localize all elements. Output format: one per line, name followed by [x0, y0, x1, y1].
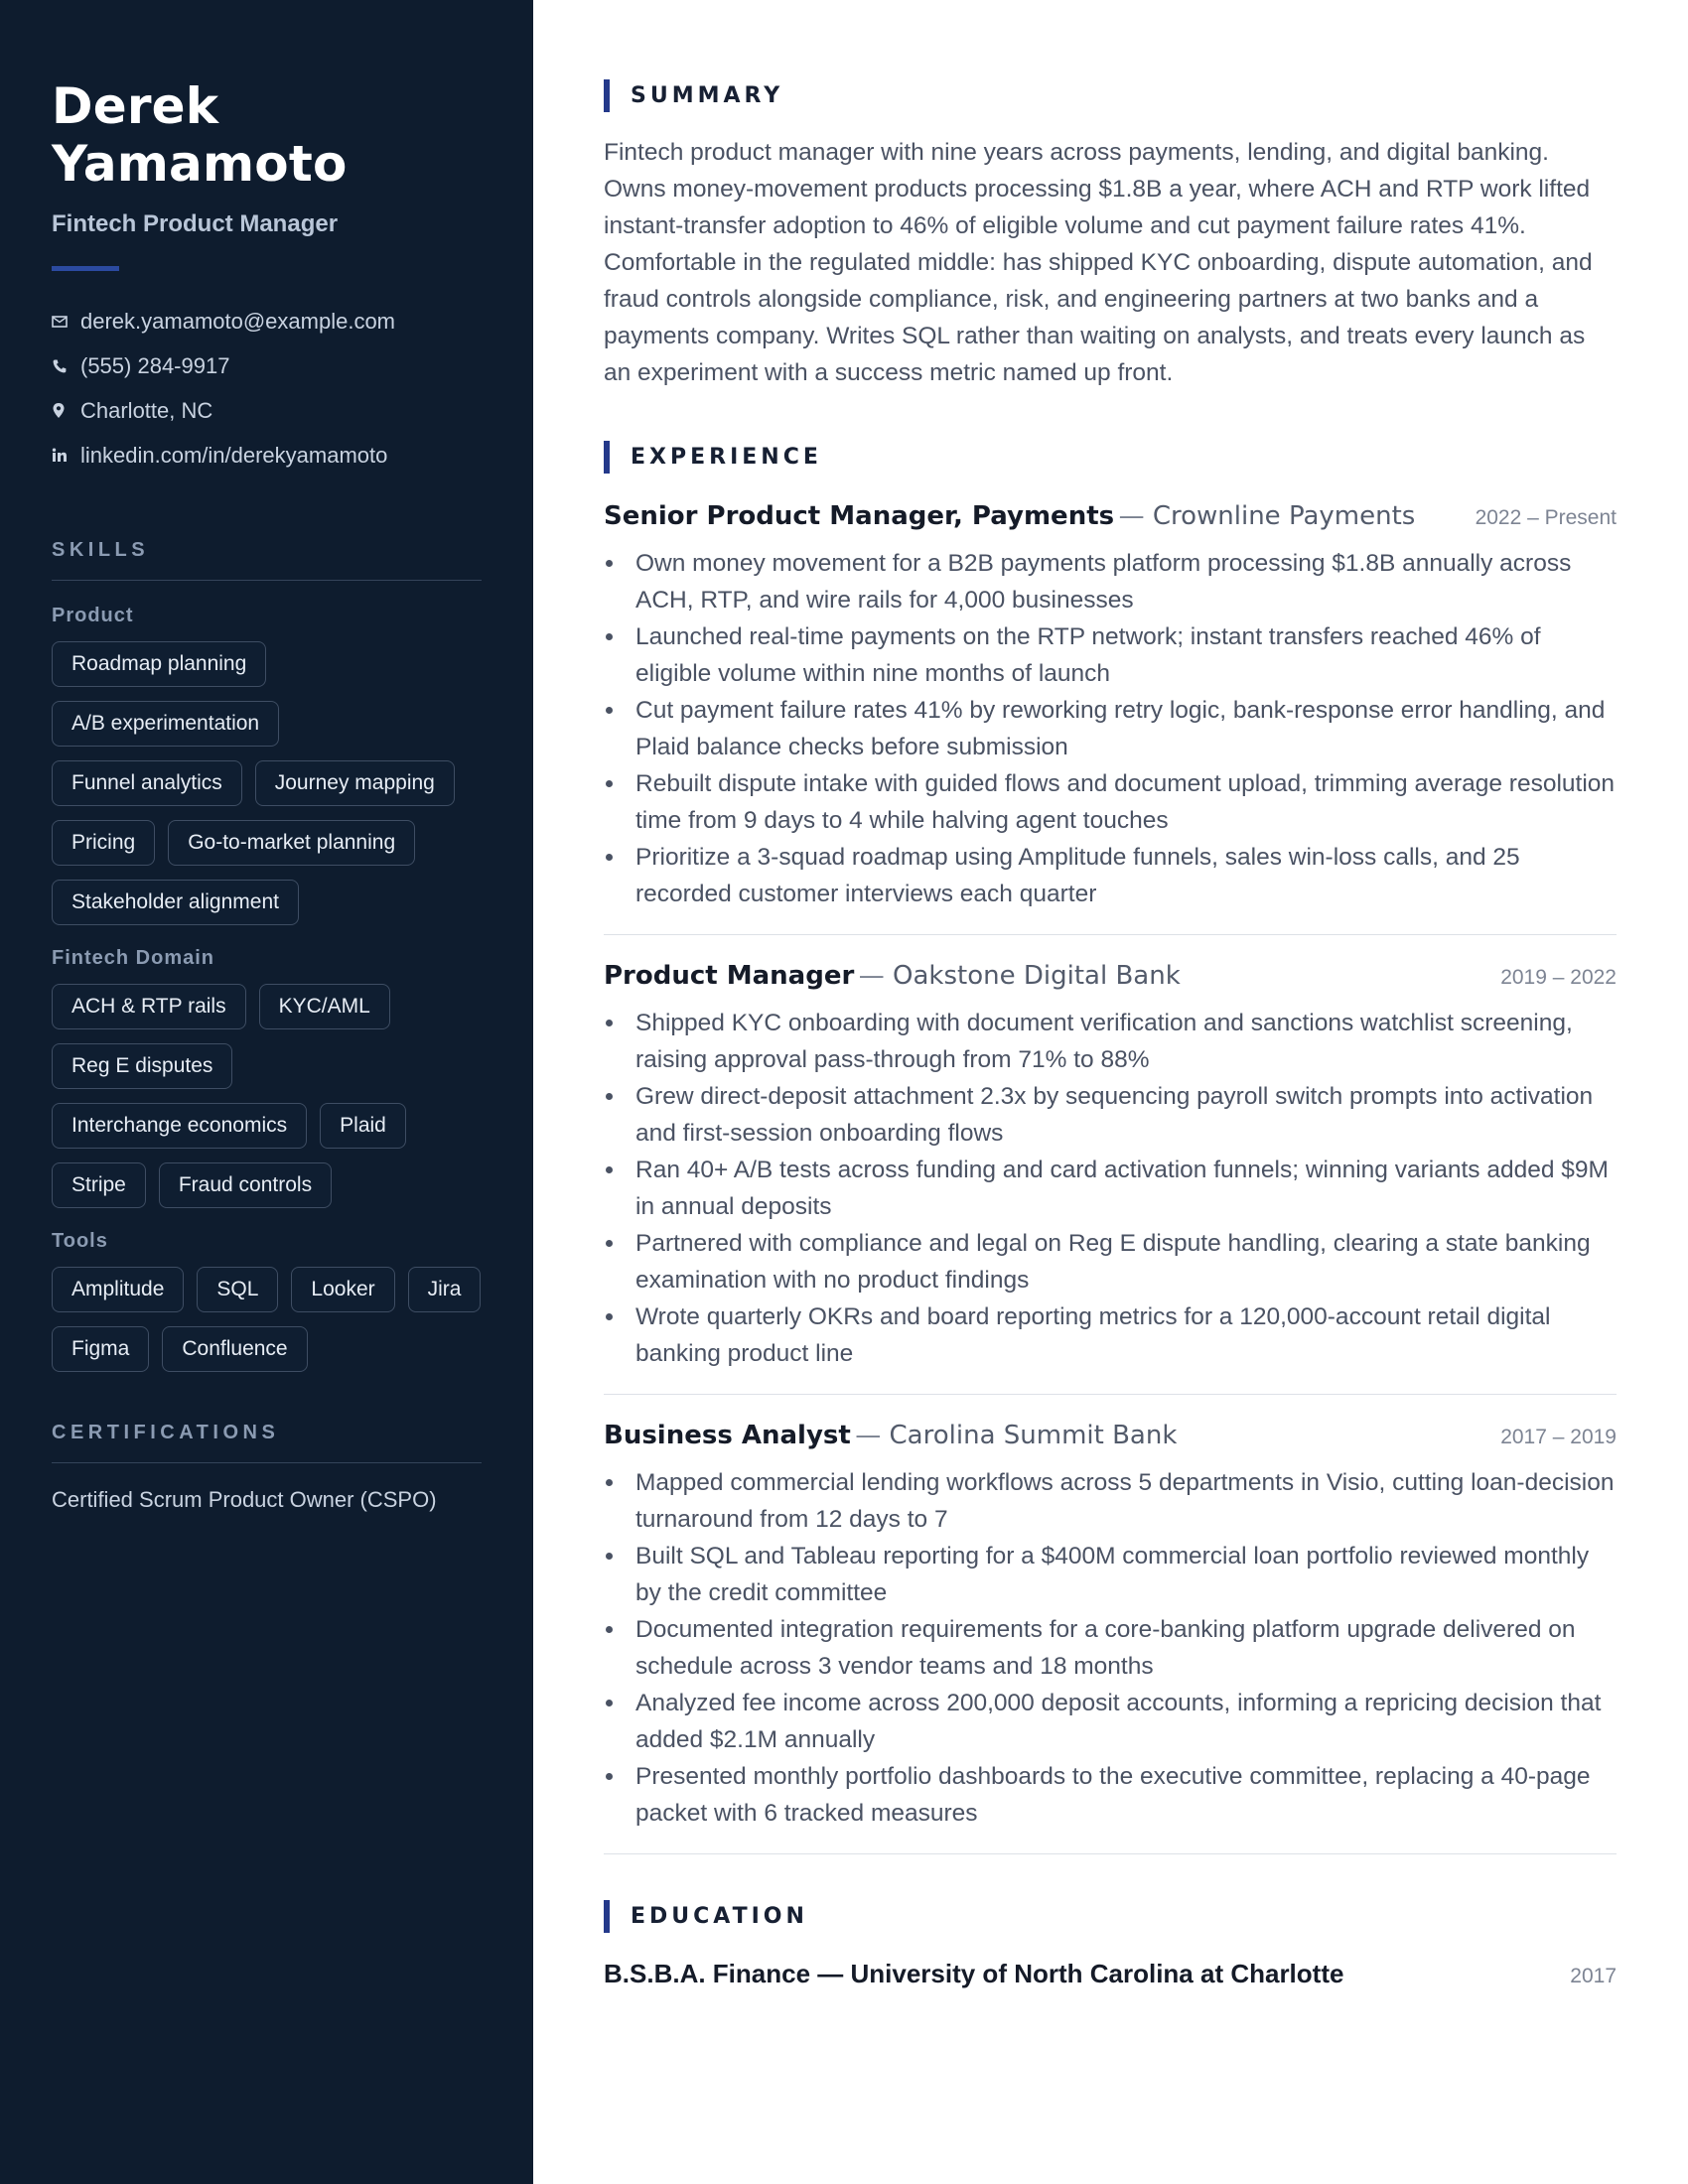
experience-heading: EXPERIENCE: [631, 445, 822, 470]
job-dates: 2017 – 2019: [1500, 1426, 1617, 1448]
email-text: derek.yamamoto@example.com: [80, 308, 396, 334]
job-dates: 2022 – Present: [1475, 506, 1617, 529]
education-year: 2017: [1570, 1965, 1617, 1987]
skills-tags-fintech: [52, 984, 482, 1208]
job-bullet: Shipped KYC onboarding with document verification and sanctions watchlist screening, raising approval pass-through from 71% to 88%: [604, 1005, 1617, 1078]
skill-tag: Stripe: [52, 1162, 146, 1208]
candidate-name: [52, 77, 482, 193]
mail-icon: [52, 316, 80, 328]
job-entry: [604, 1421, 1617, 1854]
skill-tag: Go-to-market planning: [168, 820, 415, 866]
main-content: [604, 79, 1617, 1989]
job-bullet: Rebuilt dispute intake with guided flows and document upload, trimming average resolution time from 9 days to 4 while halving agent touches: [604, 765, 1617, 839]
experience-heading-bar: [604, 441, 1617, 474]
skills-group-label-tools: Tools: [52, 1230, 108, 1252]
skill-tag: Looker: [291, 1267, 394, 1312]
contact-email[interactable]: [52, 299, 482, 343]
job-bullet: Own money movement for a B2B payments platform processing $1.8B annually across ACH, RTP, and wire rails for 4,000 businesses: [604, 545, 1617, 618]
job-bullet: Launched real-time payments on the RTP network; instant transfers reached 46% of eligible volume within nine months of launch: [604, 618, 1617, 692]
skill-tag: Pricing: [52, 820, 155, 866]
skill-tag: Plaid: [320, 1103, 406, 1149]
job-title: Business Analyst: [604, 1421, 851, 1450]
skill-tag: Journey mapping: [255, 760, 455, 806]
skill-tag: A/B experimentation: [52, 701, 279, 747]
job-bullet: Built SQL and Tableau reporting for a $400M commercial loan portfolio reviewed monthly by the credit committee: [604, 1538, 1617, 1611]
job-entry: [604, 501, 1617, 935]
skill-tag: KYC/AML: [259, 984, 390, 1029]
job-bullet: Mapped commercial lending workflows across 5 departments in Visio, cutting loan-decision turnaround from 12 days to 7: [604, 1464, 1617, 1538]
contact-location: [52, 388, 482, 433]
job-bullets: [604, 1005, 1617, 1372]
job-bullet: Analyzed fee income across 200,000 deposit accounts, informing a repricing decision that added $2.1M annually: [604, 1685, 1617, 1758]
skill-tag: Stakeholder alignment: [52, 880, 299, 925]
job-title: Product Manager: [604, 961, 855, 991]
role-title: Fintech Product Manager: [52, 210, 339, 237]
job-bullet: Presented monthly portfolio dashboards to the executive committee, replacing a 40-page packet with 6 tracked measures: [604, 1758, 1617, 1832]
summary-heading-bar: [604, 79, 1617, 112]
education-heading-bar: [604, 1900, 1617, 1933]
job-bullet: Grew direct-deposit attachment 2.3x by sequencing payroll switch prompts into activation and first-session onboarding flows: [604, 1078, 1617, 1152]
job-bullet: Prioritize a 3-squad roadmap using Amplitude funnels, sales win-loss calls, and 25 recorded customer interviews each quarter: [604, 839, 1617, 912]
job-separator: —: [855, 1421, 890, 1450]
skill-tag: Figma: [52, 1326, 149, 1372]
contact-list: [52, 299, 482, 478]
skill-tag: Confluence: [162, 1326, 307, 1372]
accent-divider: [52, 266, 119, 271]
job-title: Senior Product Manager, Payments: [604, 501, 1115, 531]
skill-tag: ACH & RTP rails: [52, 984, 246, 1029]
location-pin-icon: [52, 402, 80, 419]
contact-linkedin[interactable]: [52, 433, 482, 478]
job-dates: 2019 – 2022: [1500, 966, 1617, 989]
summary-text: Fintech product manager with nine years across payments, lending, and digital banking. Owns money-movement products processing $1.8B a year, where ACH and RTP work lifted instant-transfer adoption to 46% of eligible volume and cut payment failure rates 41%. Comfortable in the regulated middle: has shipped KYC onboarding, dispute automation, and fraud controls alongside compliance, risk, and engineering partners at two banks and a payments company. Writes SQL rather than waiting on analysts, and treats every launch as an experiment with a success metric named up front.: [604, 139, 1593, 386]
education-degree: B.S.B.A. Finance — University of North Carolina at Charlotte: [604, 1959, 1344, 1988]
job-bullet: Wrote quarterly OKRs and board reporting metrics for a 120,000-account retail digital banking product line: [604, 1298, 1617, 1372]
linkedin-icon: [52, 448, 80, 463]
certification-item: Certified Scrum Product Owner (CSPO): [52, 1487, 437, 1512]
skill-tag: Interchange economics: [52, 1103, 307, 1149]
skill-tag: Jira: [408, 1267, 482, 1312]
skill-tag: SQL: [197, 1267, 278, 1312]
job-bullet: Partnered with compliance and legal on Reg E dispute handling, clearing a state banking examination with no product findings: [604, 1225, 1617, 1298]
summary-heading: SUMMARY: [631, 83, 784, 108]
skill-tag: Funnel analytics: [52, 760, 242, 806]
phone-icon: [52, 358, 80, 374]
skill-tag: Reg E disputes: [52, 1043, 232, 1089]
education-entry: [604, 1959, 1617, 1989]
job-separator: —: [858, 961, 894, 991]
job-company: Crownline Payments: [1152, 501, 1416, 531]
education-heading: EDUCATION: [631, 1904, 808, 1929]
skill-tag: Amplitude: [52, 1267, 184, 1312]
job-bullets: [604, 1464, 1617, 1832]
contact-phone[interactable]: [52, 343, 482, 388]
skill-tag: Roadmap planning: [52, 641, 266, 687]
certifications-heading: CERTIFICATIONS: [52, 1422, 482, 1463]
location-text: Charlotte, NC: [80, 397, 213, 423]
job-bullet: Ran 40+ A/B tests across funding and card activation funnels; winning variants added $9M in annual deposits: [604, 1152, 1617, 1225]
job-bullet: Documented integration requirements for a core-banking platform upgrade delivered on schedule across 3 vendor teams and 18 months: [604, 1611, 1617, 1685]
job-entry: [604, 961, 1617, 1395]
job-separator: —: [1118, 501, 1153, 531]
job-company: Oakstone Digital Bank: [893, 961, 1181, 991]
skills-tags-product: [52, 641, 482, 925]
linkedin-text: linkedin.com/in/derekyamamoto: [80, 442, 388, 468]
job-bullet: Cut payment failure rates 41% by reworking retry logic, bank-response error handling, and Plaid balance checks before submission: [604, 692, 1617, 765]
sidebar: [0, 0, 533, 2184]
phone-text: (555) 284-9917: [80, 352, 230, 378]
skills-group-label-fintech: Fintech Domain: [52, 947, 215, 969]
skills-group-label-product: Product: [52, 605, 134, 626]
job-company: Carolina Summit Bank: [889, 1421, 1178, 1450]
last-name: Yamamoto: [52, 135, 348, 193]
skills-tags-tools: [52, 1267, 482, 1372]
job-bullets: [604, 545, 1617, 912]
skills-heading: SKILLS: [52, 539, 482, 581]
skill-tag: Fraud controls: [159, 1162, 332, 1208]
first-name: Derek: [52, 77, 219, 135]
